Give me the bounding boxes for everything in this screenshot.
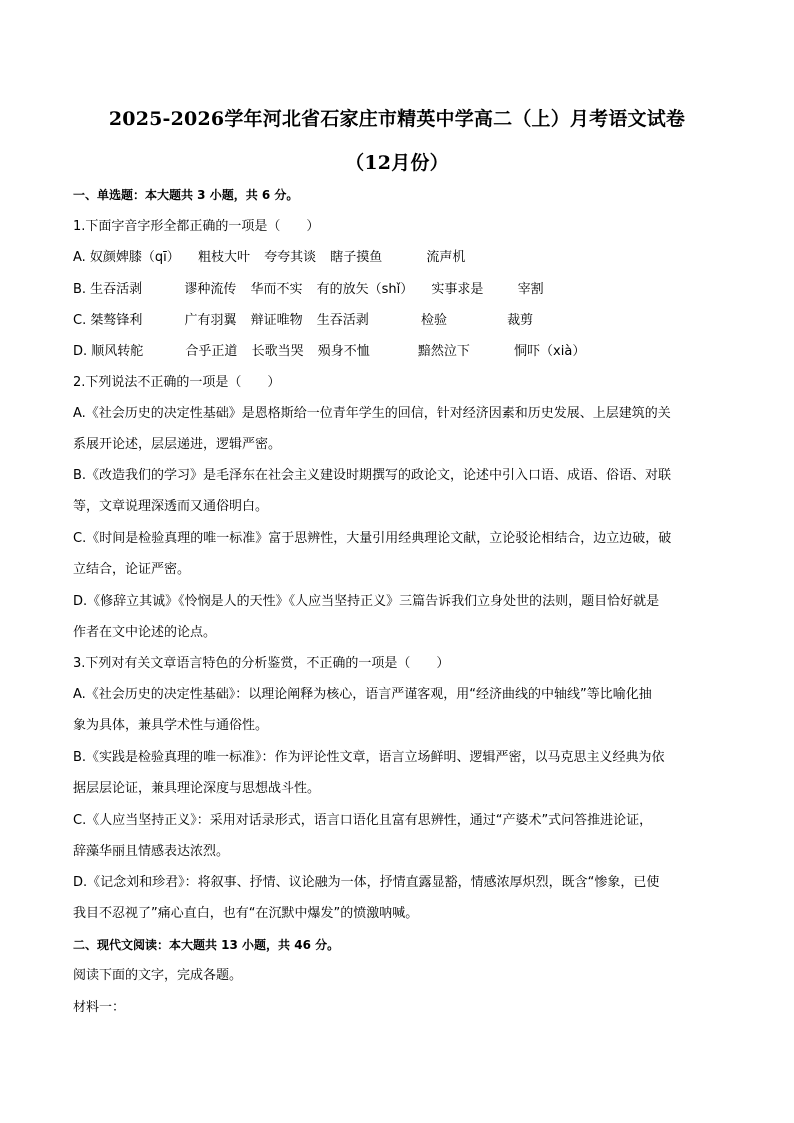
option-c: C.《人应当坚持正义》：采用对话录形式，语言口语化且富有思辨性，通过“产婆术”式问答推进论证， xyxy=(73,813,653,828)
material-label: 材料一： xyxy=(73,1000,126,1015)
option-item: 辩证唯物 xyxy=(250,313,303,328)
option-item: 裁剪 xyxy=(507,313,534,328)
option-c xyxy=(73,312,723,330)
question-stem: 1.下面字音字形全都正确的一项是（ ） xyxy=(73,219,320,234)
option-item: 黯然泣下 xyxy=(417,344,470,359)
option-c: C.《时间是检验真理的唯一标准》富于思辨性，大量引用经典理论文献，立论驳论相结合，边立边破，破 xyxy=(73,531,672,546)
option-item: D. 顺风转舵 xyxy=(73,344,144,359)
option-item: 有的放矢（shǐ） xyxy=(316,282,414,297)
exam-subtitle: （12月份） xyxy=(345,152,449,174)
option-item: C. 桀骜锋利 xyxy=(73,313,143,328)
option-c-cont: 立结合，论证严密。 xyxy=(73,562,191,577)
option-a-cont: 象为具体，兼具学术性与通俗性。 xyxy=(73,718,269,733)
option-b: B.《实践是检验真理的唯一标准》：作为评论性文章，语言立场鲜明、逻辑严密，以马克思主义经典为依 xyxy=(73,750,665,765)
option-d xyxy=(73,343,723,361)
option-a xyxy=(73,249,723,267)
section-heading: 一、单选题：本大题共 3 小题，共 6 分。 xyxy=(73,188,299,202)
option-item: 合乎正道 xyxy=(185,344,238,359)
option-d: D.《记念刘和珍君》：将叙事、抒情、议论融为一体，抒情直露显豁，情感浓厚炽烈，既含“惨象，已使 xyxy=(73,875,660,890)
option-item: 生吞活剥 xyxy=(316,313,369,328)
option-b: B.《改造我们的学习》是毛泽东在社会主义建设时期撰写的政论文，论述中引入口语、成语、俗语、对联 xyxy=(73,468,672,483)
option-item: 检验 xyxy=(420,313,447,328)
option-item: 流声机 xyxy=(426,250,466,265)
option-b-cont: 据层层论证，兼具理论深度与思想战斗性。 xyxy=(73,781,321,796)
exam-title: 2025-2026学年河北省石家庄市精英中学高二（上）月考语文试卷 xyxy=(108,108,686,130)
option-a-cont: 系展开论述，层层递进，逻辑严密。 xyxy=(73,437,282,452)
option-item: 宰割 xyxy=(517,282,544,297)
section-heading: 二、现代文阅读：本大题共 13 小题，共 46 分。 xyxy=(73,938,340,952)
option-a: A.《社会历史的决定性基础》：以理论阐释为核心，语言严谨客观，用“经济曲线的中轴线”等比喻化抽 xyxy=(73,687,652,702)
option-a: A.《社会历史的决定性基础》是恩格斯给一位青年学生的回信，针对经济因素和历史发展、上层建筑的关 xyxy=(73,406,671,421)
option-d: D.《修辞立其诚》《怜悯是人的天性》《人应当坚持正义》三篇告诉我们立身处世的法则，题目恰好就是 xyxy=(73,594,660,609)
option-item: 粗枝大叶 xyxy=(197,250,250,265)
option-item: 华而不实 xyxy=(250,282,303,297)
question-stem: 2.下列说法不正确的一项是（ ） xyxy=(73,375,281,390)
option-item: 广有羽翼 xyxy=(184,313,237,328)
option-item: 实事求是 xyxy=(431,282,484,297)
option-b-cont: 等，文章说理深透而又通俗明白。 xyxy=(73,499,269,514)
option-d-cont: 我目不忍视了”痛心直白，也有“在沉默中爆发”的愤激呐喊。 xyxy=(73,906,419,921)
option-item: A. 奴颜婢膝（qī） xyxy=(73,250,180,265)
option-item: 谬种流传 xyxy=(184,282,237,297)
option-item: 殒身不恤 xyxy=(317,344,370,359)
option-item: 夸夸其谈 xyxy=(264,250,317,265)
option-item: 长歌当哭 xyxy=(251,344,304,359)
option-item: 恫吓（xià） xyxy=(514,344,586,359)
option-item: B. 生吞活剥 xyxy=(73,282,143,297)
reading-instruction: 阅读下面的文字，完成各题。 xyxy=(73,968,243,983)
option-item: 瞎子摸鱼 xyxy=(330,250,383,265)
option-c-cont: 辞藻华丽且情感表达浓烈。 xyxy=(73,844,230,859)
question-stem: 3.下列对有关文章语言特色的分析鉴赏，不正确的一项是（ ） xyxy=(73,656,450,671)
option-d-cont: 作者在文中论述的论点。 xyxy=(73,625,217,640)
option-b xyxy=(73,281,723,299)
